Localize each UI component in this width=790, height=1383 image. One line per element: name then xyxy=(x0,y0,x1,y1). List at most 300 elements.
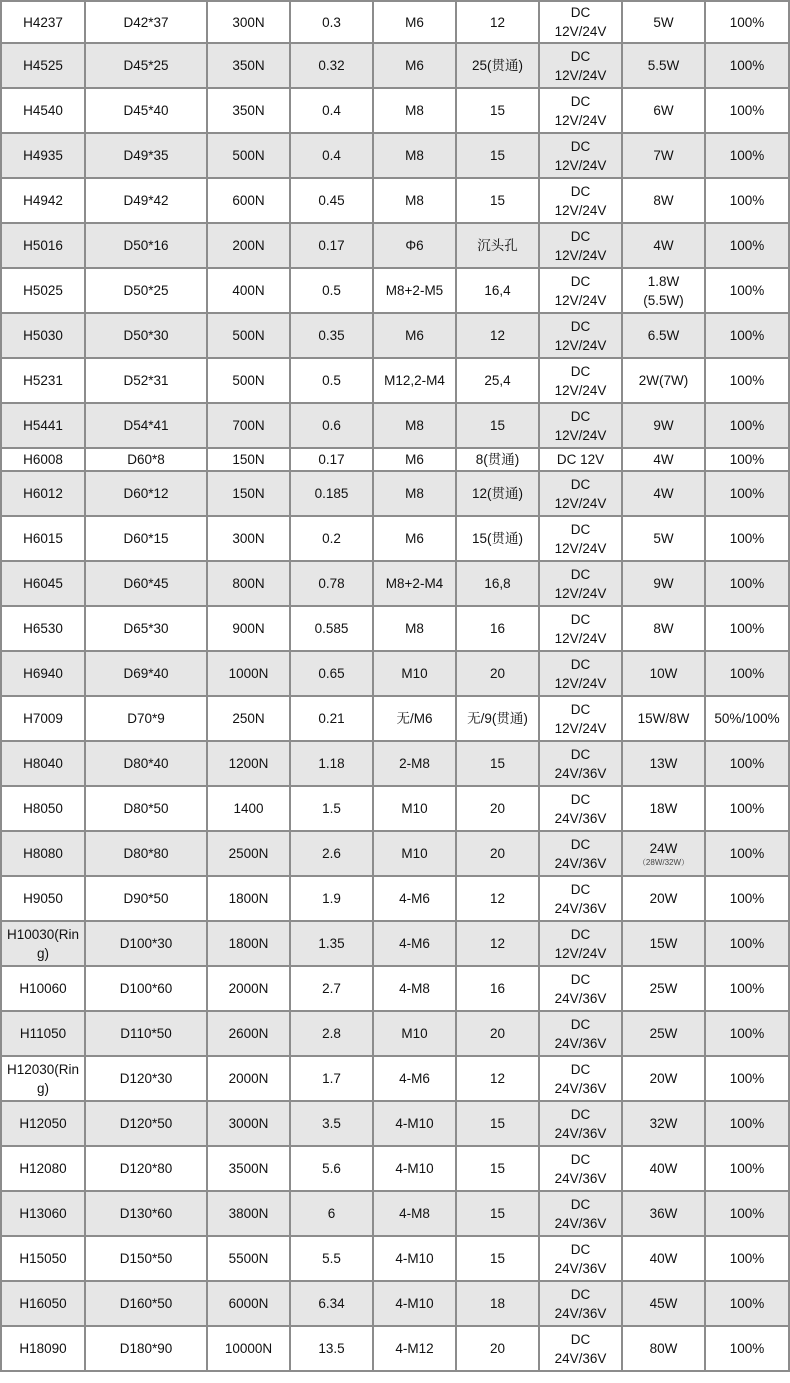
duty-cell: 100% xyxy=(705,921,789,966)
table-row xyxy=(1,1101,789,1146)
power-cell xyxy=(622,223,705,268)
voltage-cell xyxy=(539,178,622,223)
power-value: 9W xyxy=(653,418,674,433)
force-cell: 800N xyxy=(207,561,290,606)
force-cell: 350N xyxy=(207,88,290,133)
power-value: 8W xyxy=(653,621,674,636)
voltage-line: 24V/36V xyxy=(554,855,607,871)
voltage-line: DC xyxy=(570,1241,591,1257)
power-cell xyxy=(622,696,705,741)
model-line: g) xyxy=(36,1080,49,1096)
duty-cell: 100% xyxy=(705,268,789,313)
table-row xyxy=(1,1326,789,1371)
power-cell xyxy=(622,831,705,876)
voltage-cell xyxy=(539,1236,622,1281)
power-cell xyxy=(622,561,705,606)
duty-cell: 100% xyxy=(705,223,789,268)
voltage-line: DC xyxy=(570,1151,591,1167)
voltage-line: 12V/24V xyxy=(554,630,607,646)
weight-cell: 0.17 xyxy=(290,448,373,471)
voltage-cell xyxy=(539,741,622,786)
voltage-line: DC 12V xyxy=(556,452,605,467)
thread-cell: 无/M6 xyxy=(373,696,456,741)
weight-cell: 0.5 xyxy=(290,358,373,403)
weight-cell: 1.5 xyxy=(290,786,373,831)
voltage-line: DC xyxy=(570,521,591,537)
power-value: 2W(7W) xyxy=(638,373,689,388)
force-cell: 500N xyxy=(207,133,290,178)
power-cell xyxy=(622,448,705,471)
force-cell: 1400 xyxy=(207,786,290,831)
weight-cell: 0.45 xyxy=(290,178,373,223)
table-row xyxy=(1,223,789,268)
power-cell xyxy=(622,268,705,313)
model-cell: H8080 xyxy=(1,831,85,876)
depth-cell: 15 xyxy=(456,178,539,223)
force-cell: 150N xyxy=(207,471,290,516)
thread-cell: M8+2-M5 xyxy=(373,268,456,313)
thread-cell: 4-M12 xyxy=(373,1326,456,1371)
thread-cell: M8 xyxy=(373,471,456,516)
thread-cell: 4-M6 xyxy=(373,921,456,966)
size-cell: D160*50 xyxy=(85,1281,207,1326)
voltage-line: DC xyxy=(570,746,591,762)
depth-cell: 12 xyxy=(456,1056,539,1101)
power-cell xyxy=(622,1236,705,1281)
voltage-line: DC xyxy=(570,611,591,627)
voltage-line: DC xyxy=(570,791,591,807)
power-cell xyxy=(622,358,705,403)
depth-cell: 20 xyxy=(456,651,539,696)
voltage-cell xyxy=(539,561,622,606)
duty-cell: 100% xyxy=(705,43,789,88)
power-value: 20W xyxy=(649,1071,678,1086)
duty-cell: 100% xyxy=(705,178,789,223)
depth-cell: 12 xyxy=(456,876,539,921)
table-row xyxy=(1,1011,789,1056)
power-cell xyxy=(622,471,705,516)
voltage-line: DC xyxy=(570,5,591,20)
model-cell: H6015 xyxy=(1,516,85,561)
voltage-cell xyxy=(539,651,622,696)
size-cell: D60*12 xyxy=(85,471,207,516)
model-cell: H5030 xyxy=(1,313,85,358)
thread-cell: 4-M10 xyxy=(373,1101,456,1146)
power-cell xyxy=(622,741,705,786)
weight-cell: 0.65 xyxy=(290,651,373,696)
weight-cell: 0.78 xyxy=(290,561,373,606)
model-cell: H12080 xyxy=(1,1146,85,1191)
power-value: 7W xyxy=(653,148,674,163)
voltage-line: DC xyxy=(570,926,591,942)
size-cell: D69*40 xyxy=(85,651,207,696)
size-cell: D65*30 xyxy=(85,606,207,651)
size-cell: D42*37 xyxy=(85,1,207,43)
weight-cell: 1.9 xyxy=(290,876,373,921)
force-cell: 300N xyxy=(207,516,290,561)
voltage-line: 12V/24V xyxy=(554,292,607,308)
force-cell: 1800N xyxy=(207,876,290,921)
table-row xyxy=(1,448,789,471)
model-cell: H11050 xyxy=(1,1011,85,1056)
thread-cell: M6 xyxy=(373,43,456,88)
table-row xyxy=(1,268,789,313)
force-cell: 900N xyxy=(207,606,290,651)
force-cell: 2000N xyxy=(207,966,290,1011)
duty-cell: 100% xyxy=(705,133,789,178)
power-note: （28W/32W） xyxy=(637,858,690,867)
weight-cell: 5.5 xyxy=(290,1236,373,1281)
weight-cell: 0.6 xyxy=(290,403,373,448)
voltage-line: DC xyxy=(570,1106,591,1122)
table-row xyxy=(1,313,789,358)
power-value: 25W xyxy=(649,981,678,996)
power-value: 4W xyxy=(653,238,674,253)
model-line: g) xyxy=(36,945,49,961)
power-cell xyxy=(622,133,705,178)
force-cell: 10000N xyxy=(207,1326,290,1371)
model-cell xyxy=(1,1056,85,1101)
force-cell: 5500N xyxy=(207,1236,290,1281)
depth-cell: 16,4 xyxy=(456,268,539,313)
force-cell: 150N xyxy=(207,448,290,471)
duty-cell: 100% xyxy=(705,358,789,403)
table-row xyxy=(1,178,789,223)
power-value: 9W xyxy=(653,576,674,591)
table-row xyxy=(1,1281,789,1326)
force-cell: 1000N xyxy=(207,651,290,696)
power-cell xyxy=(622,966,705,1011)
thread-cell: M8 xyxy=(373,133,456,178)
model-cell: H6530 xyxy=(1,606,85,651)
voltage-line: 24V/36V xyxy=(554,1035,607,1051)
power-value: 10W xyxy=(649,666,678,681)
power-value: 5W xyxy=(653,531,674,546)
depth-cell: 15 xyxy=(456,1101,539,1146)
model-cell: H5016 xyxy=(1,223,85,268)
thread-cell: M8 xyxy=(373,88,456,133)
size-cell: D60*15 xyxy=(85,516,207,561)
force-cell: 350N xyxy=(207,43,290,88)
weight-cell: 0.32 xyxy=(290,43,373,88)
voltage-line: DC xyxy=(570,183,591,199)
duty-cell: 100% xyxy=(705,561,789,606)
depth-cell: 16 xyxy=(456,606,539,651)
thread-cell: 4-M10 xyxy=(373,1281,456,1326)
power-value: 40W xyxy=(649,1161,678,1176)
voltage-line: 12V/24V xyxy=(554,24,607,39)
weight-cell: 1.35 xyxy=(290,921,373,966)
power-value: 5.5W xyxy=(647,58,680,73)
voltage-cell xyxy=(539,1011,622,1056)
size-cell: D150*50 xyxy=(85,1236,207,1281)
depth-cell: 25,4 xyxy=(456,358,539,403)
size-cell: D45*25 xyxy=(85,43,207,88)
voltage-line: 24V/36V xyxy=(554,990,607,1006)
model-line: H10030(Rin xyxy=(6,926,80,942)
model-cell: H4237 xyxy=(1,1,85,43)
force-cell: 1200N xyxy=(207,741,290,786)
table-row xyxy=(1,831,789,876)
table-row xyxy=(1,516,789,561)
depth-cell: 15 xyxy=(456,1191,539,1236)
table-row xyxy=(1,403,789,448)
duty-cell: 100% xyxy=(705,1056,789,1101)
force-cell: 2600N xyxy=(207,1011,290,1056)
voltage-line: 24V/36V xyxy=(554,1350,607,1366)
duty-cell: 100% xyxy=(705,313,789,358)
voltage-cell xyxy=(539,876,622,921)
table-row xyxy=(1,651,789,696)
thread-cell: M8 xyxy=(373,606,456,651)
size-cell: D80*80 xyxy=(85,831,207,876)
power-value: 15W xyxy=(649,936,678,951)
depth-cell: 15 xyxy=(456,1236,539,1281)
depth-cell: 8(贯通) xyxy=(456,448,539,471)
voltage-cell xyxy=(539,268,622,313)
voltage-line: DC xyxy=(570,881,591,897)
voltage-line: DC xyxy=(570,1286,591,1302)
voltage-line: DC xyxy=(570,138,591,154)
weight-cell: 5.6 xyxy=(290,1146,373,1191)
depth-cell: 无/9(贯通) xyxy=(456,696,539,741)
duty-cell: 100% xyxy=(705,1,789,43)
voltage-line: 12V/24V xyxy=(554,495,607,511)
weight-cell: 0.35 xyxy=(290,313,373,358)
weight-cell: 13.5 xyxy=(290,1326,373,1371)
voltage-line: DC xyxy=(570,228,591,244)
force-cell: 1800N xyxy=(207,921,290,966)
size-cell: D70*9 xyxy=(85,696,207,741)
model-cell: H13060 xyxy=(1,1191,85,1236)
table-row xyxy=(1,786,789,831)
thread-cell: 4-M8 xyxy=(373,966,456,1011)
force-cell: 3500N xyxy=(207,1146,290,1191)
voltage-line: 24V/36V xyxy=(554,765,607,781)
size-cell: D45*40 xyxy=(85,88,207,133)
power-cell xyxy=(622,43,705,88)
voltage-cell xyxy=(539,471,622,516)
voltage-line: 12V/24V xyxy=(554,247,607,263)
weight-cell: 2.8 xyxy=(290,1011,373,1056)
model-cell: H6940 xyxy=(1,651,85,696)
power-cell xyxy=(622,1056,705,1101)
power-value: 6.5W xyxy=(647,328,680,343)
size-cell: D130*60 xyxy=(85,1191,207,1236)
duty-cell: 100% xyxy=(705,1146,789,1191)
force-cell: 300N xyxy=(207,1,290,43)
voltage-line: DC xyxy=(570,836,591,852)
voltage-line: 24V/36V xyxy=(554,1125,607,1141)
model-cell: H7009 xyxy=(1,696,85,741)
thread-cell: M6 xyxy=(373,516,456,561)
depth-cell: 25(贯通) xyxy=(456,43,539,88)
power-value: 4W xyxy=(653,452,674,467)
power-value: 20W xyxy=(649,891,678,906)
power-value: 32W xyxy=(649,1116,678,1131)
voltage-line: 12V/24V xyxy=(554,675,607,691)
table-body xyxy=(1,1,789,1371)
voltage-line: 12V/24V xyxy=(554,945,607,961)
depth-cell: 15 xyxy=(456,133,539,178)
duty-cell: 100% xyxy=(705,876,789,921)
power-value: 1.8W xyxy=(647,273,680,289)
size-cell: D90*50 xyxy=(85,876,207,921)
voltage-cell xyxy=(539,831,622,876)
voltage-line: DC xyxy=(570,656,591,672)
size-cell: D50*30 xyxy=(85,313,207,358)
duty-cell: 50%/100% xyxy=(705,696,789,741)
voltage-cell xyxy=(539,1056,622,1101)
size-cell: D100*30 xyxy=(85,921,207,966)
weight-cell: 2.7 xyxy=(290,966,373,1011)
size-cell: D60*45 xyxy=(85,561,207,606)
voltage-line: DC xyxy=(570,318,591,334)
model-cell: H8040 xyxy=(1,741,85,786)
duty-cell: 100% xyxy=(705,1191,789,1236)
force-cell: 3000N xyxy=(207,1101,290,1146)
weight-cell: 0.2 xyxy=(290,516,373,561)
force-cell: 2500N xyxy=(207,831,290,876)
size-cell: D80*50 xyxy=(85,786,207,831)
force-cell: 250N xyxy=(207,696,290,741)
thread-cell: M8 xyxy=(373,403,456,448)
table-row xyxy=(1,1236,789,1281)
weight-cell: 0.4 xyxy=(290,133,373,178)
power-value: 36W xyxy=(649,1206,678,1221)
power-cell xyxy=(622,1191,705,1236)
table-row xyxy=(1,133,789,178)
voltage-line: DC xyxy=(570,1196,591,1212)
voltage-line: 12V/24V xyxy=(554,202,607,218)
voltage-line: 24V/36V xyxy=(554,810,607,826)
voltage-cell xyxy=(539,606,622,651)
voltage-line: 12V/24V xyxy=(554,112,607,128)
voltage-line: 24V/36V xyxy=(554,900,607,916)
weight-cell: 0.3 xyxy=(290,1,373,43)
voltage-line: DC xyxy=(570,1061,591,1077)
voltage-cell xyxy=(539,1101,622,1146)
power-value: 4W xyxy=(653,486,674,501)
power-cell xyxy=(622,1326,705,1371)
power-value: 8W xyxy=(653,193,674,208)
duty-cell: 100% xyxy=(705,741,789,786)
table-row xyxy=(1,1146,789,1191)
weight-cell: 0.21 xyxy=(290,696,373,741)
voltage-line: 12V/24V xyxy=(554,337,607,353)
depth-cell: 沉头孔 xyxy=(456,223,539,268)
model-cell: H4935 xyxy=(1,133,85,178)
depth-cell: 12 xyxy=(456,921,539,966)
model-cell xyxy=(1,921,85,966)
duty-cell: 100% xyxy=(705,966,789,1011)
model-cell: H4540 xyxy=(1,88,85,133)
power-value: 18W xyxy=(649,801,678,816)
power-value: 40W xyxy=(649,1251,678,1266)
depth-cell: 20 xyxy=(456,786,539,831)
size-cell: D54*41 xyxy=(85,403,207,448)
model-cell: H4942 xyxy=(1,178,85,223)
power-value: 15W/8W xyxy=(637,711,690,726)
power-cell xyxy=(622,921,705,966)
voltage-line: DC xyxy=(570,273,591,289)
voltage-line: DC xyxy=(570,971,591,987)
voltage-cell xyxy=(539,88,622,133)
depth-cell: 12 xyxy=(456,1,539,43)
model-line: H12030(Rin xyxy=(6,1061,80,1077)
size-cell: D60*8 xyxy=(85,448,207,471)
force-cell: 600N xyxy=(207,178,290,223)
thread-cell: M6 xyxy=(373,1,456,43)
voltage-line: 24V/36V xyxy=(554,1215,607,1231)
power-cell xyxy=(622,178,705,223)
model-cell: H10060 xyxy=(1,966,85,1011)
thread-cell: M8 xyxy=(373,178,456,223)
voltage-cell xyxy=(539,133,622,178)
power-value: 6W xyxy=(653,103,674,118)
size-cell: D120*50 xyxy=(85,1101,207,1146)
depth-cell: 12(贯通) xyxy=(456,471,539,516)
voltage-line: DC xyxy=(570,363,591,379)
voltage-line: DC xyxy=(570,408,591,424)
model-cell: H9050 xyxy=(1,876,85,921)
voltage-line: 24V/36V xyxy=(554,1080,607,1096)
thread-cell: M12,2-M4 xyxy=(373,358,456,403)
size-cell: D180*90 xyxy=(85,1326,207,1371)
voltage-line: 24V/36V xyxy=(554,1305,607,1321)
power-value: 80W xyxy=(649,1341,678,1356)
power-value: 45W xyxy=(649,1296,678,1311)
weight-cell: 2.6 xyxy=(290,831,373,876)
voltage-line: 12V/24V xyxy=(554,157,607,173)
voltage-cell xyxy=(539,921,622,966)
table-row xyxy=(1,358,789,403)
voltage-line: DC xyxy=(570,48,591,64)
power-cell xyxy=(622,1011,705,1056)
duty-cell: 100% xyxy=(705,403,789,448)
thread-cell: M8+2-M4 xyxy=(373,561,456,606)
voltage-cell xyxy=(539,1191,622,1236)
voltage-cell xyxy=(539,403,622,448)
duty-cell: 100% xyxy=(705,88,789,133)
duty-cell: 100% xyxy=(705,1326,789,1371)
voltage-cell xyxy=(539,1146,622,1191)
voltage-line: 12V/24V xyxy=(554,382,607,398)
weight-cell: 1.18 xyxy=(290,741,373,786)
duty-cell: 100% xyxy=(705,651,789,696)
voltage-line: 24V/36V xyxy=(554,1170,607,1186)
force-cell: 700N xyxy=(207,403,290,448)
model-cell: H12050 xyxy=(1,1101,85,1146)
size-cell: D100*60 xyxy=(85,966,207,1011)
thread-cell: 4-M10 xyxy=(373,1146,456,1191)
model-cell: H8050 xyxy=(1,786,85,831)
depth-cell: 15 xyxy=(456,741,539,786)
duty-cell: 100% xyxy=(705,786,789,831)
thread-cell: 4-M6 xyxy=(373,876,456,921)
depth-cell: 16,8 xyxy=(456,561,539,606)
size-cell: D50*16 xyxy=(85,223,207,268)
model-cell: H5025 xyxy=(1,268,85,313)
duty-cell: 100% xyxy=(705,606,789,651)
power-cell xyxy=(622,606,705,651)
force-cell: 2000N xyxy=(207,1056,290,1101)
voltage-cell xyxy=(539,358,622,403)
thread-cell: 4-M10 xyxy=(373,1236,456,1281)
voltage-line: 24V/36V xyxy=(554,1260,607,1276)
power-cell xyxy=(622,1,705,43)
size-cell: D80*40 xyxy=(85,741,207,786)
